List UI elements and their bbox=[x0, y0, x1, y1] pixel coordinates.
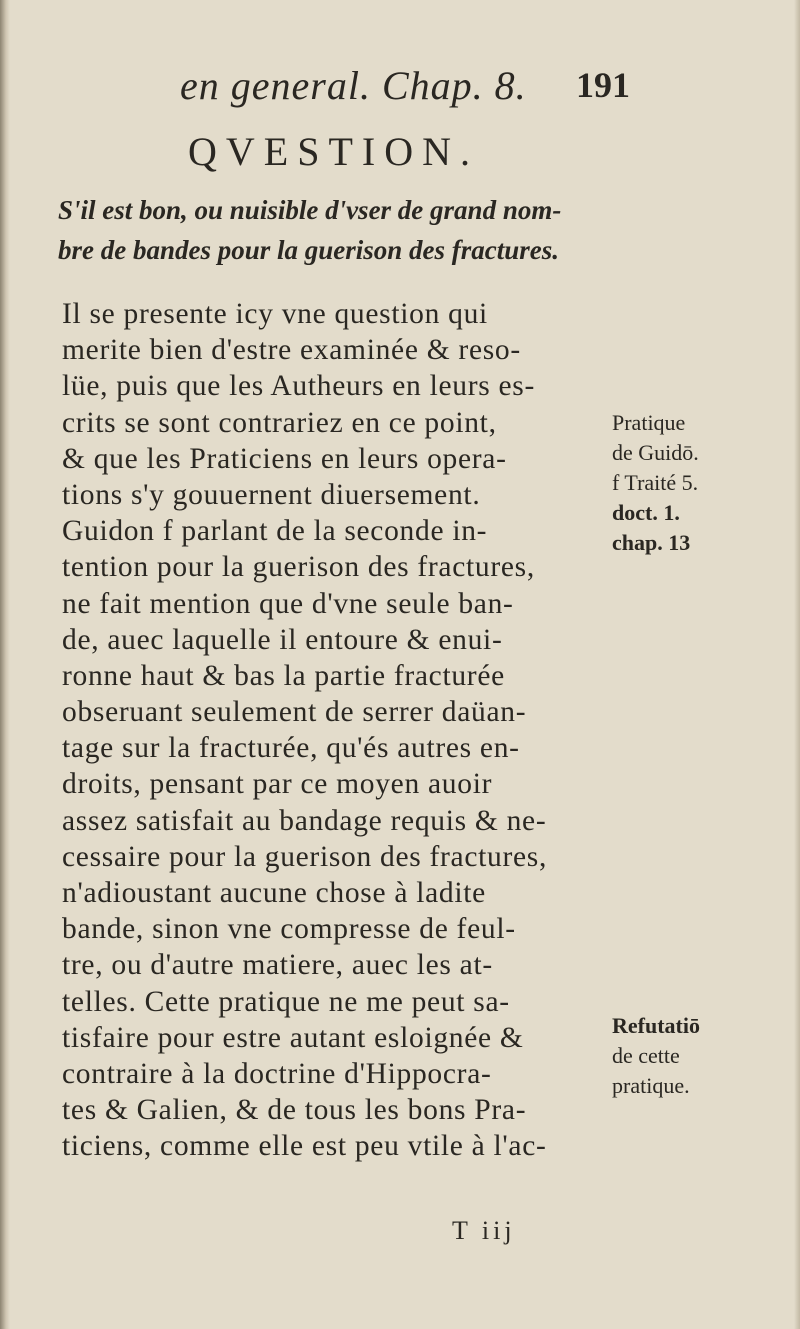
body-line: tisfaire pour estre autant esloignée & bbox=[62, 1021, 524, 1054]
running-head: en general. Chap. 8. bbox=[180, 63, 527, 108]
body-line: Il se presente icy vne question qui bbox=[62, 298, 488, 330]
body-line: assez satisfait au bandage requis & ne- bbox=[62, 804, 547, 837]
margin-note-line: de Guidō. bbox=[612, 440, 699, 465]
margin-note-line: de cette bbox=[612, 1043, 680, 1068]
body-text bbox=[62, 296, 622, 1165]
body-line: tes & Galien, & de tous les bons Pra- bbox=[62, 1094, 527, 1127]
body-line: tre, ou d'autre matiere, auec les at- bbox=[62, 949, 493, 982]
body-line: tage sur la fracturée, qu'és autres en- bbox=[62, 732, 520, 765]
body-line: bande, sinon vne compresse de feul- bbox=[62, 913, 516, 946]
margin-note-line: doct. 1. bbox=[612, 500, 680, 525]
body-line: ronne haut & bas la partie fracturée bbox=[62, 659, 505, 692]
question-title: QVESTION. bbox=[188, 129, 479, 174]
body-line: ne fait mention que d'vne seule ban- bbox=[62, 587, 514, 620]
page-edge bbox=[794, 0, 800, 1329]
body-line: droits, pensant par ce moyen auoir bbox=[62, 768, 493, 801]
body-line: cessaire pour la guerison des fractures, bbox=[62, 840, 548, 873]
signature-mark: T iij bbox=[452, 1216, 516, 1245]
margin-note-refutation bbox=[612, 1011, 782, 1101]
body-line: obseruant seulement de serrer daüan- bbox=[62, 696, 527, 729]
page-gutter bbox=[0, 0, 10, 1329]
page-number: 191 bbox=[576, 65, 630, 105]
margin-note-line: chap. 13 bbox=[612, 530, 691, 555]
subtitle-line: S'il est bon, ou nuisible d'vser de grand nom- bbox=[58, 195, 562, 225]
body-line: crits se sont contrariez en ce point, bbox=[62, 406, 497, 439]
body-line: ticiens, comme elle est peu vtile à l'ac- bbox=[62, 1130, 547, 1163]
body-line: tions s'y gouuernent diuersement. bbox=[62, 478, 481, 511]
body-line: & que les Praticiens en leurs opera- bbox=[62, 442, 507, 475]
body-line: lüe, puis que les Autheurs en leurs es- bbox=[62, 370, 535, 403]
page-header bbox=[160, 62, 630, 112]
body-line: telles. Cette pratique ne me peut sa- bbox=[62, 985, 510, 1018]
body-line: de, auec laquelle il entoure & enui- bbox=[62, 623, 503, 656]
body-line: merite bien d'estre examinée & reso- bbox=[62, 334, 521, 367]
body-line: Guidon f parlant de la seconde in- bbox=[62, 515, 488, 548]
margin-note-pratique bbox=[612, 408, 782, 558]
margin-note-line: Pratique bbox=[612, 410, 686, 435]
body-line: n'adioustant aucune chose à ladite bbox=[62, 877, 486, 909]
margin-note-line: Refutatiō bbox=[612, 1013, 700, 1038]
body-line: tention pour la guerison des fractures, bbox=[62, 551, 535, 584]
subtitle-line: bre de bandes pour la guerison des fractures. bbox=[58, 235, 560, 265]
body-line: contraire à la doctrine d'Hippocra- bbox=[62, 1057, 492, 1090]
margin-note-line: f Traité 5. bbox=[612, 470, 699, 495]
question-subtitle bbox=[58, 190, 618, 270]
margin-note-line: pratique. bbox=[612, 1073, 690, 1098]
